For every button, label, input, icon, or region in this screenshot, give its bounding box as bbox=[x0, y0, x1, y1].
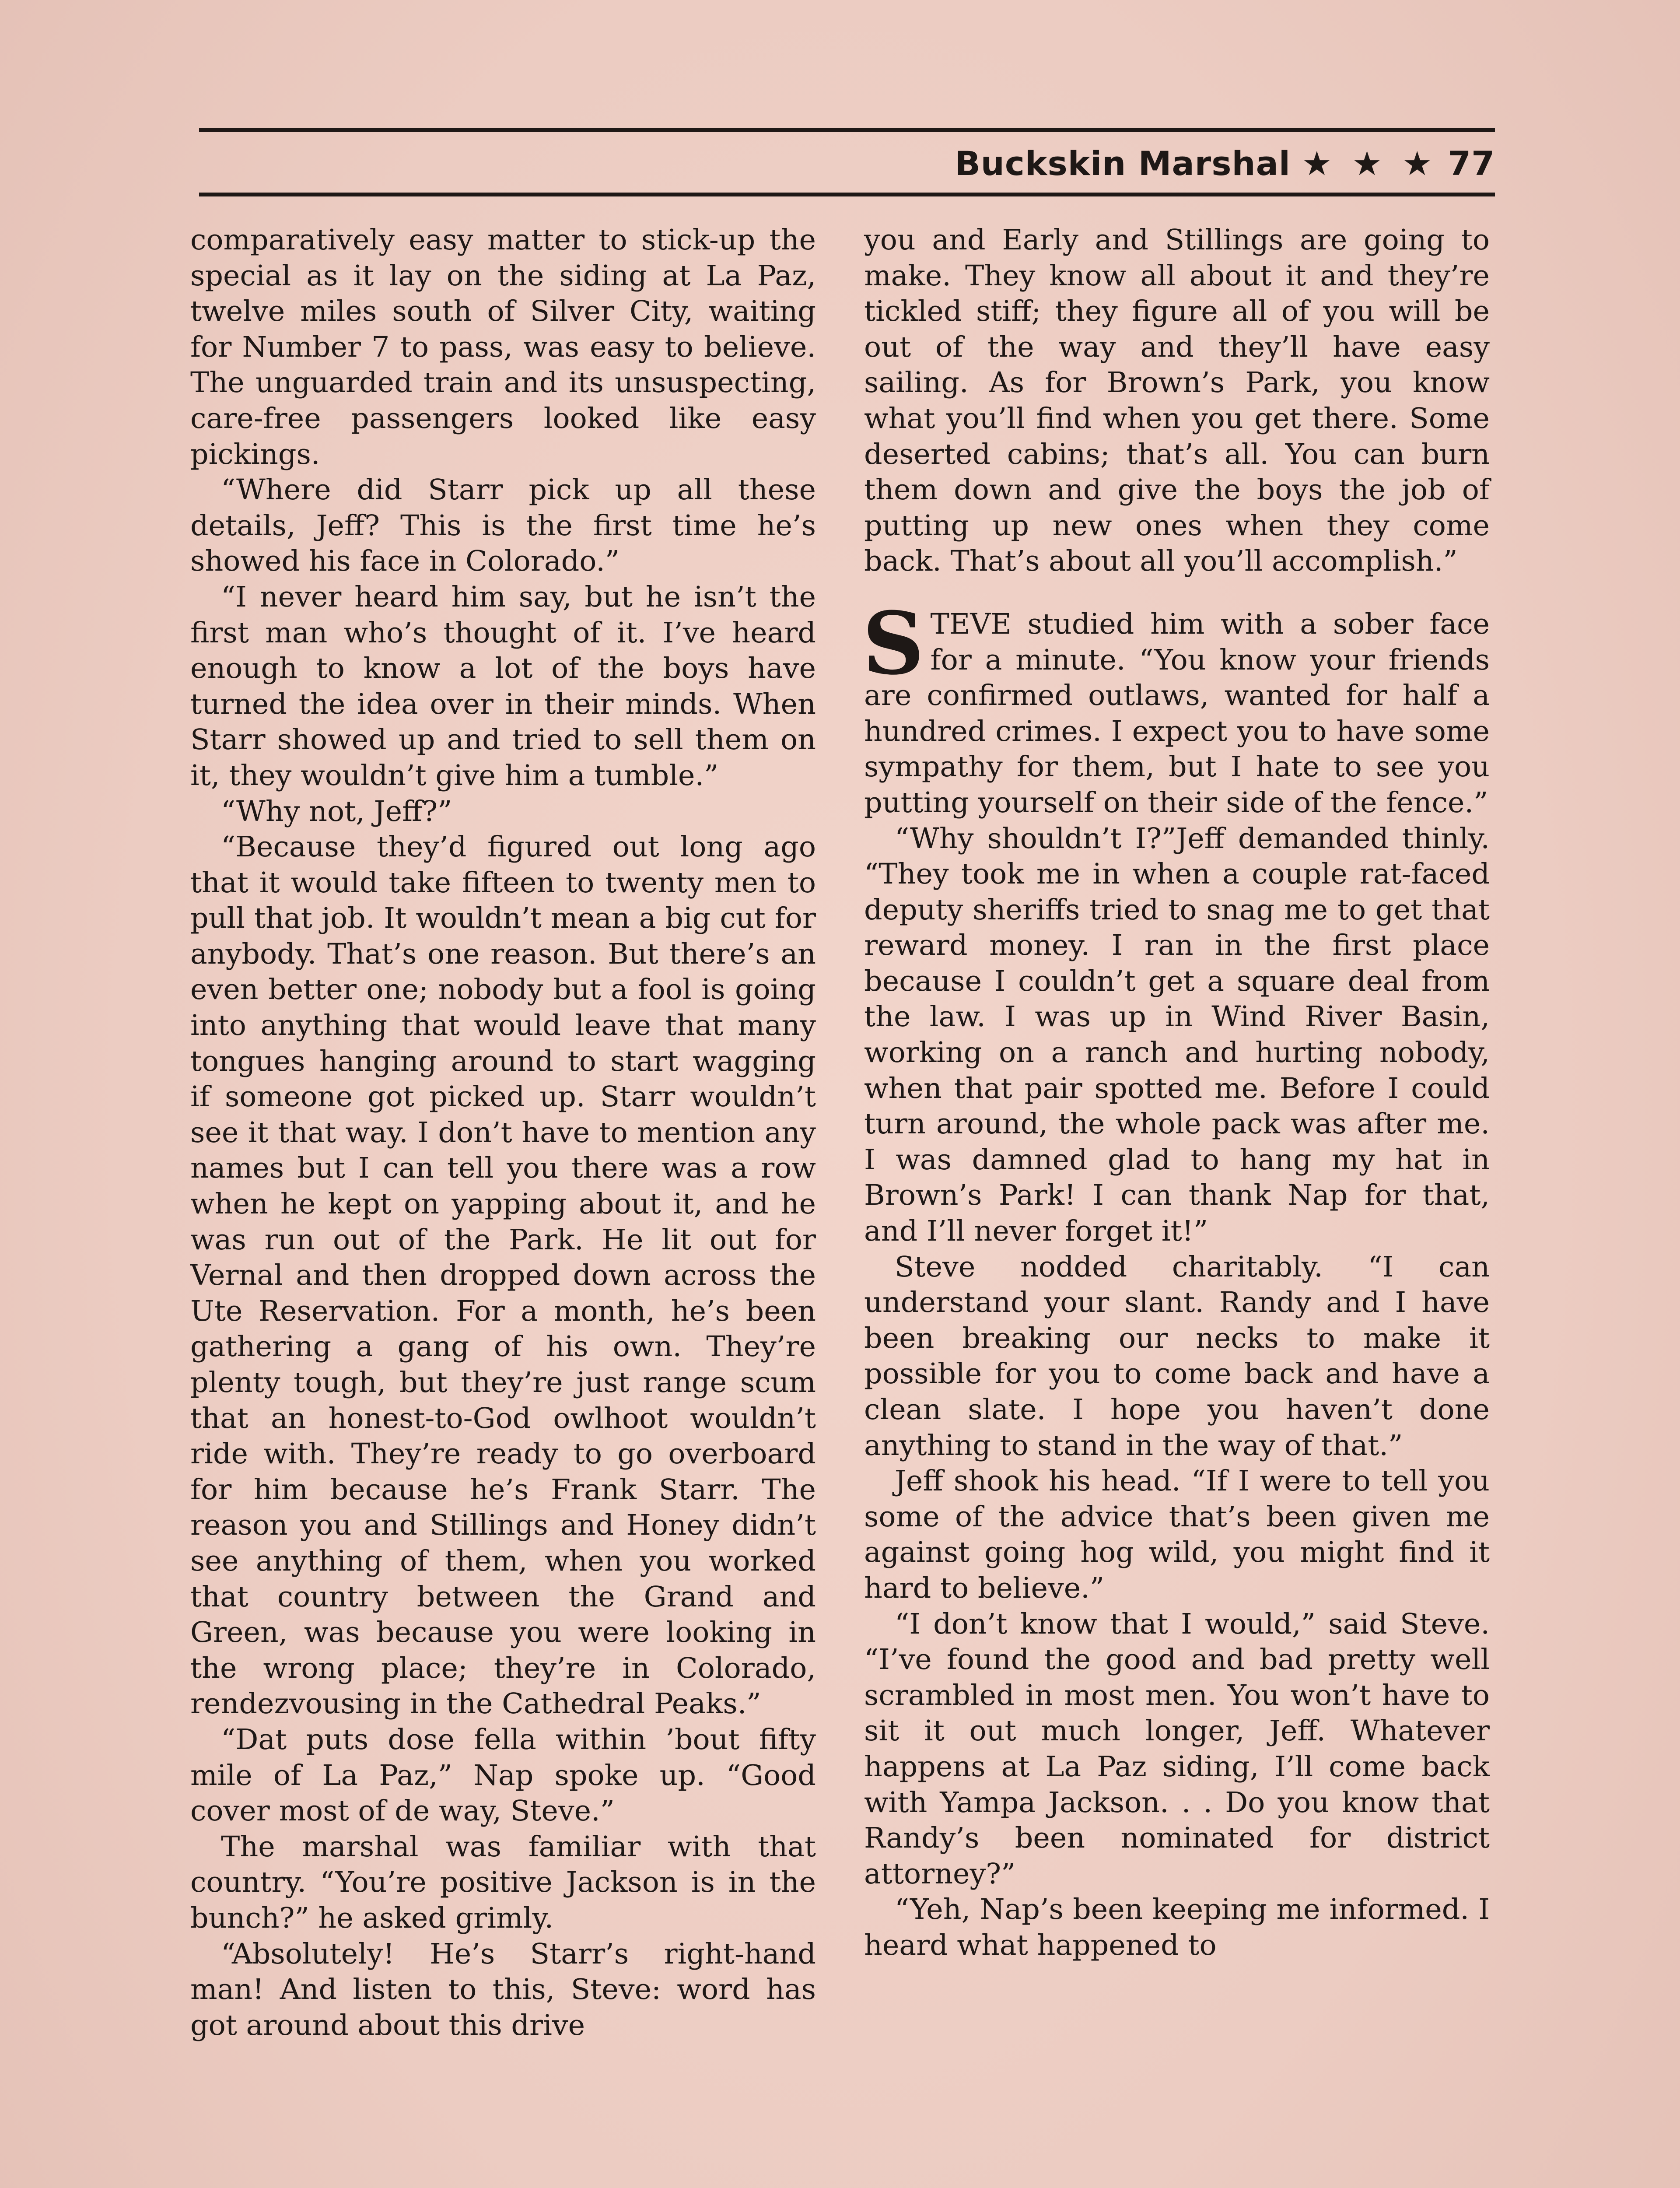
header-rule-top bbox=[199, 128, 1495, 132]
paragraph: “Where did Starr pick up all these details, Jeff? This is the first time he’s showed his face in Colorado.” bbox=[190, 473, 816, 578]
star-ornaments-icon: ★ ★ ★ bbox=[1302, 144, 1437, 183]
right-column bbox=[864, 222, 1490, 1964]
paragraph: “I never heard him say, but he isn’t the first man who’s thought of it. I’ve heard enough to know a lot of the boys have turned the idea over in their minds. When Starr showed up and tried to sell them on it, they wouldn’t give him a tumble.” bbox=[190, 580, 816, 792]
drop-cap: S bbox=[862, 593, 924, 694]
paragraph: you and Early and Stillings are going to make. They know all about it and they’re tickled stiff; they figure all of you will be out of the way and they’ll have easy sailing. As for Brown’s Park, you know what you’ll find when you get there. Some deserted cabins; that’s all. You can burn them down and give the boys the job of putting up new ones when they come back. That’s about all you’ll accomplish.” bbox=[864, 224, 1490, 578]
paragraph: “Why shouldn’t I?”Jeff demanded thinly. “They took me in when a couple rat-faced deputy sheriffs tried to snag me to get that reward money. I ran in the first place because I couldn’t get a square deal from the law. I was up in Wind River Basin, working on a ranch and hurting nobody, when that pair spotted me. Before I could turn around, the whole pack was after me. I was damned glad to hang my hat in Brown’s Park! I can thank Nap for that, and I’ll never forget it!” bbox=[864, 822, 1490, 1248]
dropcap-paragraph-text: TEVE studied him with a sober face for a minute. “You know your friends are confirmed outlaws, wanted for half a hundred crimes. I expect you to have some sympathy for them, but I hate to see you putting yourself on their side of the fence.” bbox=[864, 607, 1490, 819]
running-head bbox=[199, 139, 1495, 187]
paragraph: comparatively easy matter to stick-up the special as it lay on the siding at La Paz, twelve miles south of Silver City, waiting for Number 7 to pass, was easy to believe. The unguarded train and its unsuspecting, care-free passengers looked like easy pickings. bbox=[190, 224, 816, 471]
paragraph: “Why not, Jeff?” bbox=[221, 795, 452, 828]
paragraph: “Because they’d figured out long ago that it would take fifteen to twenty men to pull that job. It wouldn’t mean a big cut for anybody. That’s one reason. But there’s an even better one; nobody but a fool is going into anything that would leave that many tongues hanging around to start wagging if someone got picked up. Starr wouldn’t see it that way. I don’t have to mention any names but I can tell you there was a row when he kept on yapping about it, and he was run out of the Park. He lit out for Vernal and then dropped down across the Ute Reservation. For a month, he’s been gathering a gang of his own. They’re plenty tough, but they’re just range scum that an honest-to-God owlhoot wouldn’t ride with. They’re ready to go overboard for him because he’s Frank Starr. The reason you and Stillings and Honey didn’t see anything of them, when you worked that country between the Grand and Green, was because you were looking in the wrong place; they’re in Colorado, rendezvousing in the Cathedral Peaks.” bbox=[190, 831, 816, 1721]
paragraph: Jeff shook his head. “If I were to tell you some of the advice that’s been given me against going hog wild, you might find it hard to believe.” bbox=[864, 1465, 1490, 1605]
page-number: 77 bbox=[1448, 144, 1495, 183]
left-column bbox=[190, 222, 816, 2043]
paragraph: The marshal was familiar with that country. “You’re positive Jackson is in the bunch?” he asked grimly. bbox=[190, 1830, 816, 1935]
dropcap-paragraph bbox=[862, 593, 1490, 821]
paragraph: Steve nodded charitably. “I can understand your slant. Randy and I have been breaking our necks to make it possible for you to come back and have a clean slate. I hope you haven’t done anything to stand in the way of that.” bbox=[864, 1250, 1490, 1462]
header-rule-bottom bbox=[199, 193, 1495, 196]
paragraph: “Absolutely! He’s Starr’s right-hand man! And listen to this, Steve: word has got around about this drive bbox=[190, 1937, 816, 2042]
paragraph: “I don’t know that I would,” said Steve. “I’ve found the good and bad pretty well scrambled in most men. You won’t have to sit it out much longer, Jeff. Whatever happens at La Paz siding, I’ll come back with Yampa Jackson. . . Do you know that Randy’s been nominated for district attorney?” bbox=[864, 1607, 1490, 1890]
paragraph: “Dat puts dose fella within ’bout fifty mile of La Paz,” Nap spoke up. “Good cover most of de way, Steve.” bbox=[190, 1723, 816, 1828]
paragraph: “Yeh, Nap’s been keeping me informed. I heard what happened to bbox=[864, 1893, 1490, 1962]
story-title: Buckskin Marshal bbox=[955, 144, 1291, 183]
